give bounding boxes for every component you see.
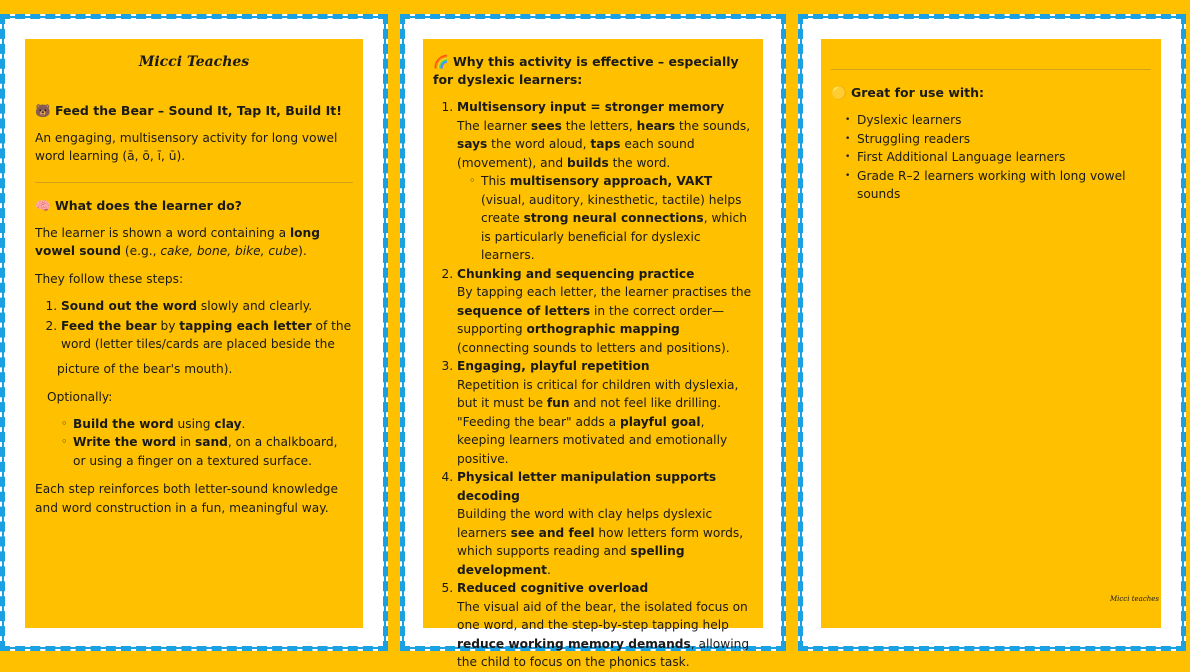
reason-item: 4. Physical letter manipulation supports decoding Building the word with clay helps dyslexic learners see and feel how letters form words, which supports reading and spelling development. <box>457 468 753 579</box>
yellow-circle-icon: 🟡 <box>831 85 847 100</box>
reason-item: 1. Multisensory input = stronger memory The learner sees the letters, hears the sounds, says the word aloud, taps each sound (movement), and builds the word. ◦ This multisensory approach, VAKT (visual, auditory, kinesthetic, tactile) helps create strong neural connections, which is particularly beneficial for dyslexic learners. <box>457 98 753 265</box>
use-item: • Struggling readers <box>857 130 1151 149</box>
footer-brand: Micci teaches <box>1109 594 1159 603</box>
optional-list <box>35 415 353 471</box>
steps-list <box>35 297 353 354</box>
reasons-list <box>433 98 753 672</box>
effective-title: 🌈 Why this activity is effective – especially for dyslexic learners: <box>433 54 739 87</box>
optional-item: ◦ Write the word in sand, on a chalkboard, or using a finger on a textured surface. <box>73 433 353 470</box>
divider <box>831 69 1151 70</box>
step-item: 2. Feed the bear by tapping each letter of the word (letter tiles/cards are placed beside the <box>61 317 353 354</box>
optional-item: ◦ Build the word using clay. <box>73 415 353 434</box>
rainbow-icon: 🌈 <box>433 54 449 69</box>
step-item: 1. Sound out the word slowly and clearly. <box>61 297 353 316</box>
bear-icon: 🐻 <box>35 102 51 118</box>
activity-intro: An engaging, multisensory activity for long vowel word learning (ā, ō, ī, ū). <box>35 130 338 163</box>
steps-intro: They follow these steps: <box>35 271 184 286</box>
reason-item: 3. Engaging, playful repetition Repetition is critical for children with dyslexia, but it must be fun and not feel like drilling. "Feeding the bear" adds a playful goal, keeping learners motivated and emotionally positive. <box>457 357 753 468</box>
activity-title: 🐻 Feed the Bear – Sound It, Tap It, Build It! <box>35 102 342 118</box>
use-item: • First Additional Language learners <box>857 148 1151 167</box>
optionally-label: Optionally: <box>47 390 113 404</box>
panel-right <box>798 14 1186 651</box>
section-title: 🧠 What does the learner do? <box>35 197 242 213</box>
use-item: • Grade R–2 learners working with long vowel sounds <box>857 167 1151 204</box>
brain-icon: 🧠 <box>35 197 51 213</box>
closing-text: Each step reinforces both letter-sound knowledge and word construction in a fun, meaningful way. <box>35 482 339 515</box>
panel-left-content <box>25 39 363 628</box>
use-item: • Dyslexic learners <box>857 111 1151 130</box>
shown-word-text: The learner is shown a word containing a long vowel sound (e.g., cake, bone, bike, cube). <box>35 225 320 258</box>
reason-item: 2. Chunking and sequencing practice By tapping each letter, the learner practises the sequence of letters in the correct order—supporting orthographic mapping (connecting sounds to letters and positions). <box>457 265 753 358</box>
use-with-title: 🟡 Great for use with: <box>831 85 985 100</box>
panel-middle-content <box>423 39 763 669</box>
reason-subitem: ◦ This multisensory approach, VAKT (visual, auditory, kinesthetic, tactile) helps create strong neural connections, which is particularly beneficial for dyslexic learners. <box>481 172 753 265</box>
step-continuation: picture of the bear's mouth). <box>57 361 233 376</box>
panel-right-content <box>821 39 1161 628</box>
divider <box>35 182 353 183</box>
panel-left <box>0 14 388 651</box>
use-with-list <box>831 111 1151 204</box>
reason-sublist <box>457 172 753 265</box>
brand-title: Micci Teaches <box>138 54 250 70</box>
reason-item: 5. Reduced cognitive overload The visual aid of the bear, the isolated focus on one word, and the step-by-step tapping help reduce working memory demands, allowing the child to focus on the phonics task. <box>457 579 753 672</box>
panel-middle <box>400 14 786 669</box>
